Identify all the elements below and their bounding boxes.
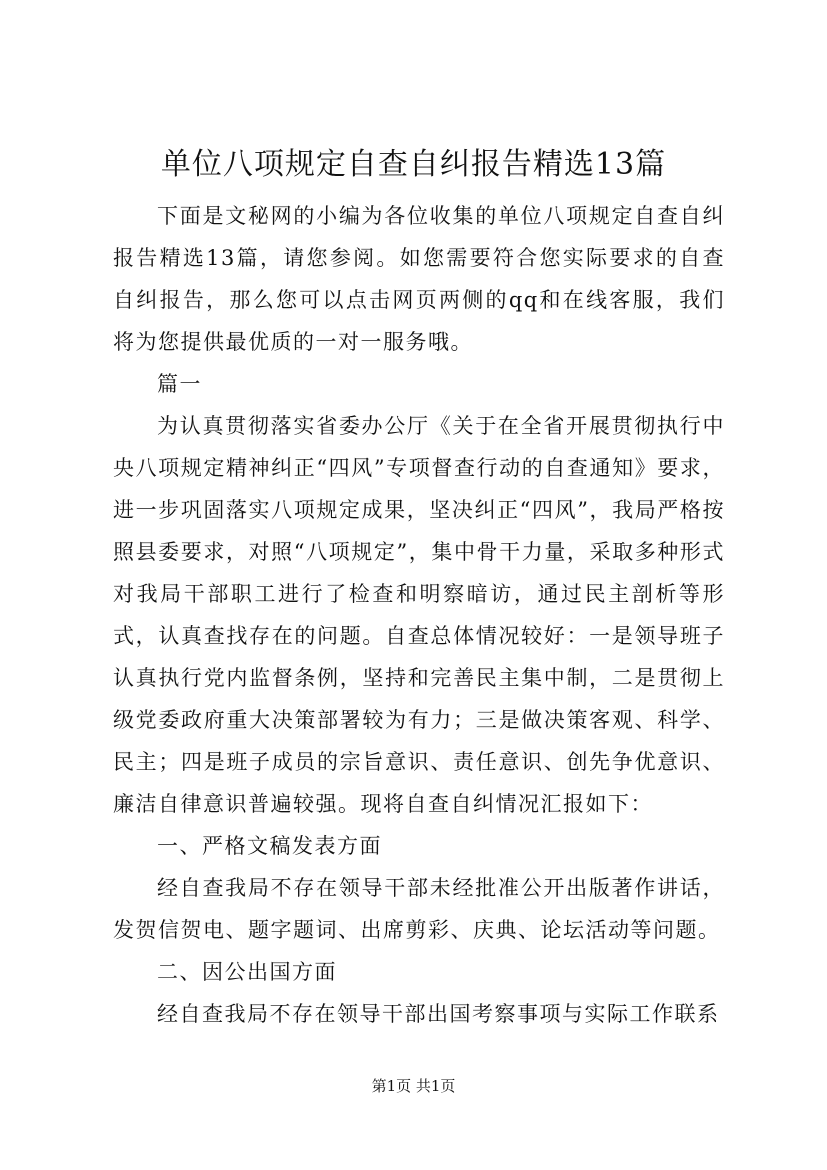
body-paragraph: 经自查我局不存在领导干部出国考察事项与实际工作联系 bbox=[157, 1002, 720, 1026]
body-paragraph: 为认真贯彻落实省委办公厅《关于在全省开展贯彻执行中央八项规定精神纠正“四风”专项督查行动的自查通知》要求，进一步巩固落实八项规定成果，坚决纠正“四风”，我局严格按照县委要求，对照“八项规定”，集中骨干力量，采取多种形式对我局干部职工进行了检查和明察暗访，通过民主剖析等形式，认真查找存在的问题。自查总体情况较好：一是领导班子认真执行党内监督条例，坚持和完善民主集中制，二是贯彻上级党委政府重大决策部署较为有力；三是做决策客观、科学、民主；四是班子成员的宗旨意识、责任意识、创先争优意识、廉洁自律意识普遍较强。现将自查自纠情况汇报如下： bbox=[113, 414, 725, 816]
document-title: 单位八项规定自查自纠报告精选13篇 bbox=[160, 147, 667, 182]
section-heading: 二、因公出国方面 bbox=[157, 960, 337, 984]
section-heading: 一、严格文稿发表方面 bbox=[157, 834, 382, 858]
section-heading-part-one: 篇一 bbox=[157, 372, 202, 396]
intro-paragraph: 下面是文秘网的小编为各位收集的单位八项规定自查自纠报告精选13篇，请您参阅。如您需要符合您实际要求的自查自纠报告，那么您可以点击网页两侧的qq和在线客服，我们将为您提供最优质的一对一服务哦。 bbox=[113, 204, 725, 354]
body-paragraph: 经自查我局不存在领导干部未经批准公开出版著作讲话，发贺信贺电、题字题词、出席剪彩、庆典、论坛活动等问题。 bbox=[113, 876, 725, 942]
page-number-footer: 第1页 共1页 bbox=[371, 1077, 456, 1095]
document-body bbox=[113, 195, 725, 1035]
